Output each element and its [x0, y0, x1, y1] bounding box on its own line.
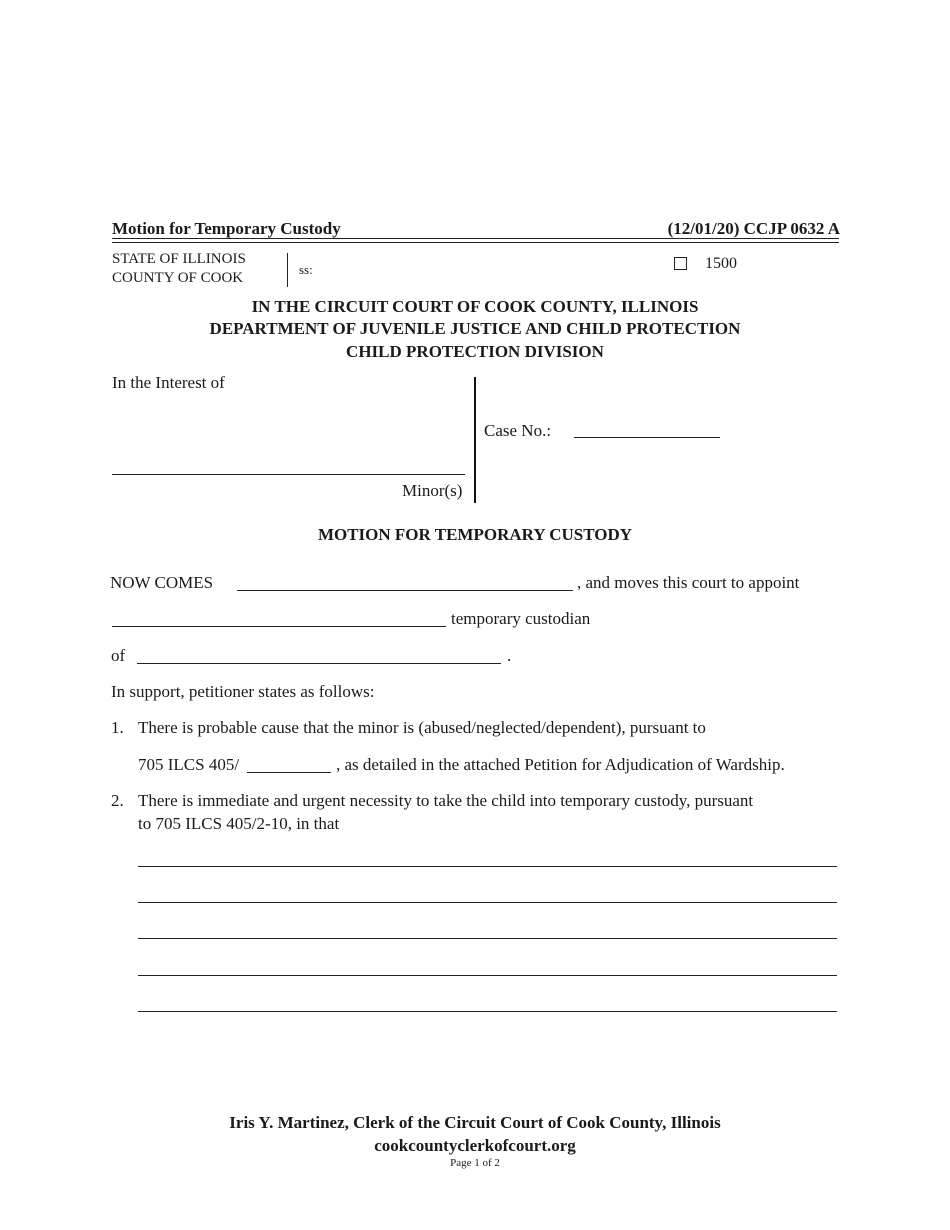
- clerk-name: Iris Y. Martinez, Clerk of the Circuit Court of Cook County, Illinois: [229, 1113, 721, 1132]
- reason-line[interactable]: [138, 938, 837, 939]
- minors-label: Minor(s): [402, 481, 463, 500]
- of-label: of: [111, 646, 126, 665]
- motion-title: MOTION FOR TEMPORARY CUSTODY: [317, 525, 633, 544]
- custodian-text: temporary custodian: [451, 609, 591, 628]
- court-heading-1: IN THE CIRCUIT COURT OF COOK COUNTY, ILLINOIS: [251, 297, 699, 316]
- item2-text-cont: to 705 ILCS 405/2-10, in that: [138, 814, 340, 833]
- header-rule-double: [112, 242, 839, 243]
- reason-line[interactable]: [138, 866, 837, 867]
- venue-state: STATE OF ILLINOIS: [112, 251, 246, 267]
- form-code: (12/01/20) CCJP 0632 A: [667, 219, 840, 238]
- form-title: Motion for Temporary Custody: [112, 219, 341, 238]
- item2-number: 2.: [111, 791, 124, 810]
- now-comes-label: NOW COMES: [110, 573, 214, 592]
- item2-text: There is immediate and urgent necessity to take the child into temporary custody, pursuant: [138, 791, 754, 810]
- header-rule: [112, 238, 839, 239]
- reason-line[interactable]: [138, 975, 837, 976]
- petitioner-field[interactable]: [237, 590, 573, 591]
- case-no-field[interactable]: [574, 437, 720, 438]
- ss-label: ss:: [299, 262, 313, 277]
- venue-block: [112, 250, 246, 288]
- of-field[interactable]: [137, 663, 501, 664]
- item1-number: 1.: [111, 718, 124, 737]
- court-heading-3: CHILD PROTECTION DIVISION: [346, 342, 604, 361]
- clerk-website: cookcountyclerkofcourt.org: [374, 1136, 576, 1155]
- court-heading-2: DEPARTMENT OF JUVENILE JUSTICE AND CHILD PROTECTION: [209, 319, 741, 338]
- minor-name-field[interactable]: [112, 474, 465, 475]
- reason-line[interactable]: [138, 1011, 837, 1012]
- district-checkbox[interactable]: [674, 257, 687, 270]
- custodian-field[interactable]: [112, 626, 446, 627]
- caption-divider: [474, 377, 476, 503]
- statute-section-field[interactable]: [247, 772, 331, 773]
- reason-line[interactable]: [138, 902, 837, 903]
- item1-text: There is probable cause that the minor is (abused/neglected/dependent), pursuant to: [138, 718, 706, 737]
- support-text: In support, petitioner states as follows:: [111, 682, 375, 701]
- district-label: 1500: [705, 255, 737, 272]
- page-number: Page 1 of 2: [450, 1157, 500, 1169]
- interest-label: In the Interest of: [112, 373, 225, 392]
- case-no-label: Case No.:: [484, 421, 552, 440]
- item1-statute: 705 ILCS 405/: [138, 755, 240, 774]
- of-period: .: [507, 646, 512, 665]
- item1-rest: , as detailed in the attached Petition for Adjudication of Wardship.: [336, 755, 785, 774]
- venue-county: COUNTY OF COOK: [112, 270, 244, 286]
- venue-divider: [287, 253, 288, 287]
- moves-text: , and moves this court to appoint: [577, 573, 800, 592]
